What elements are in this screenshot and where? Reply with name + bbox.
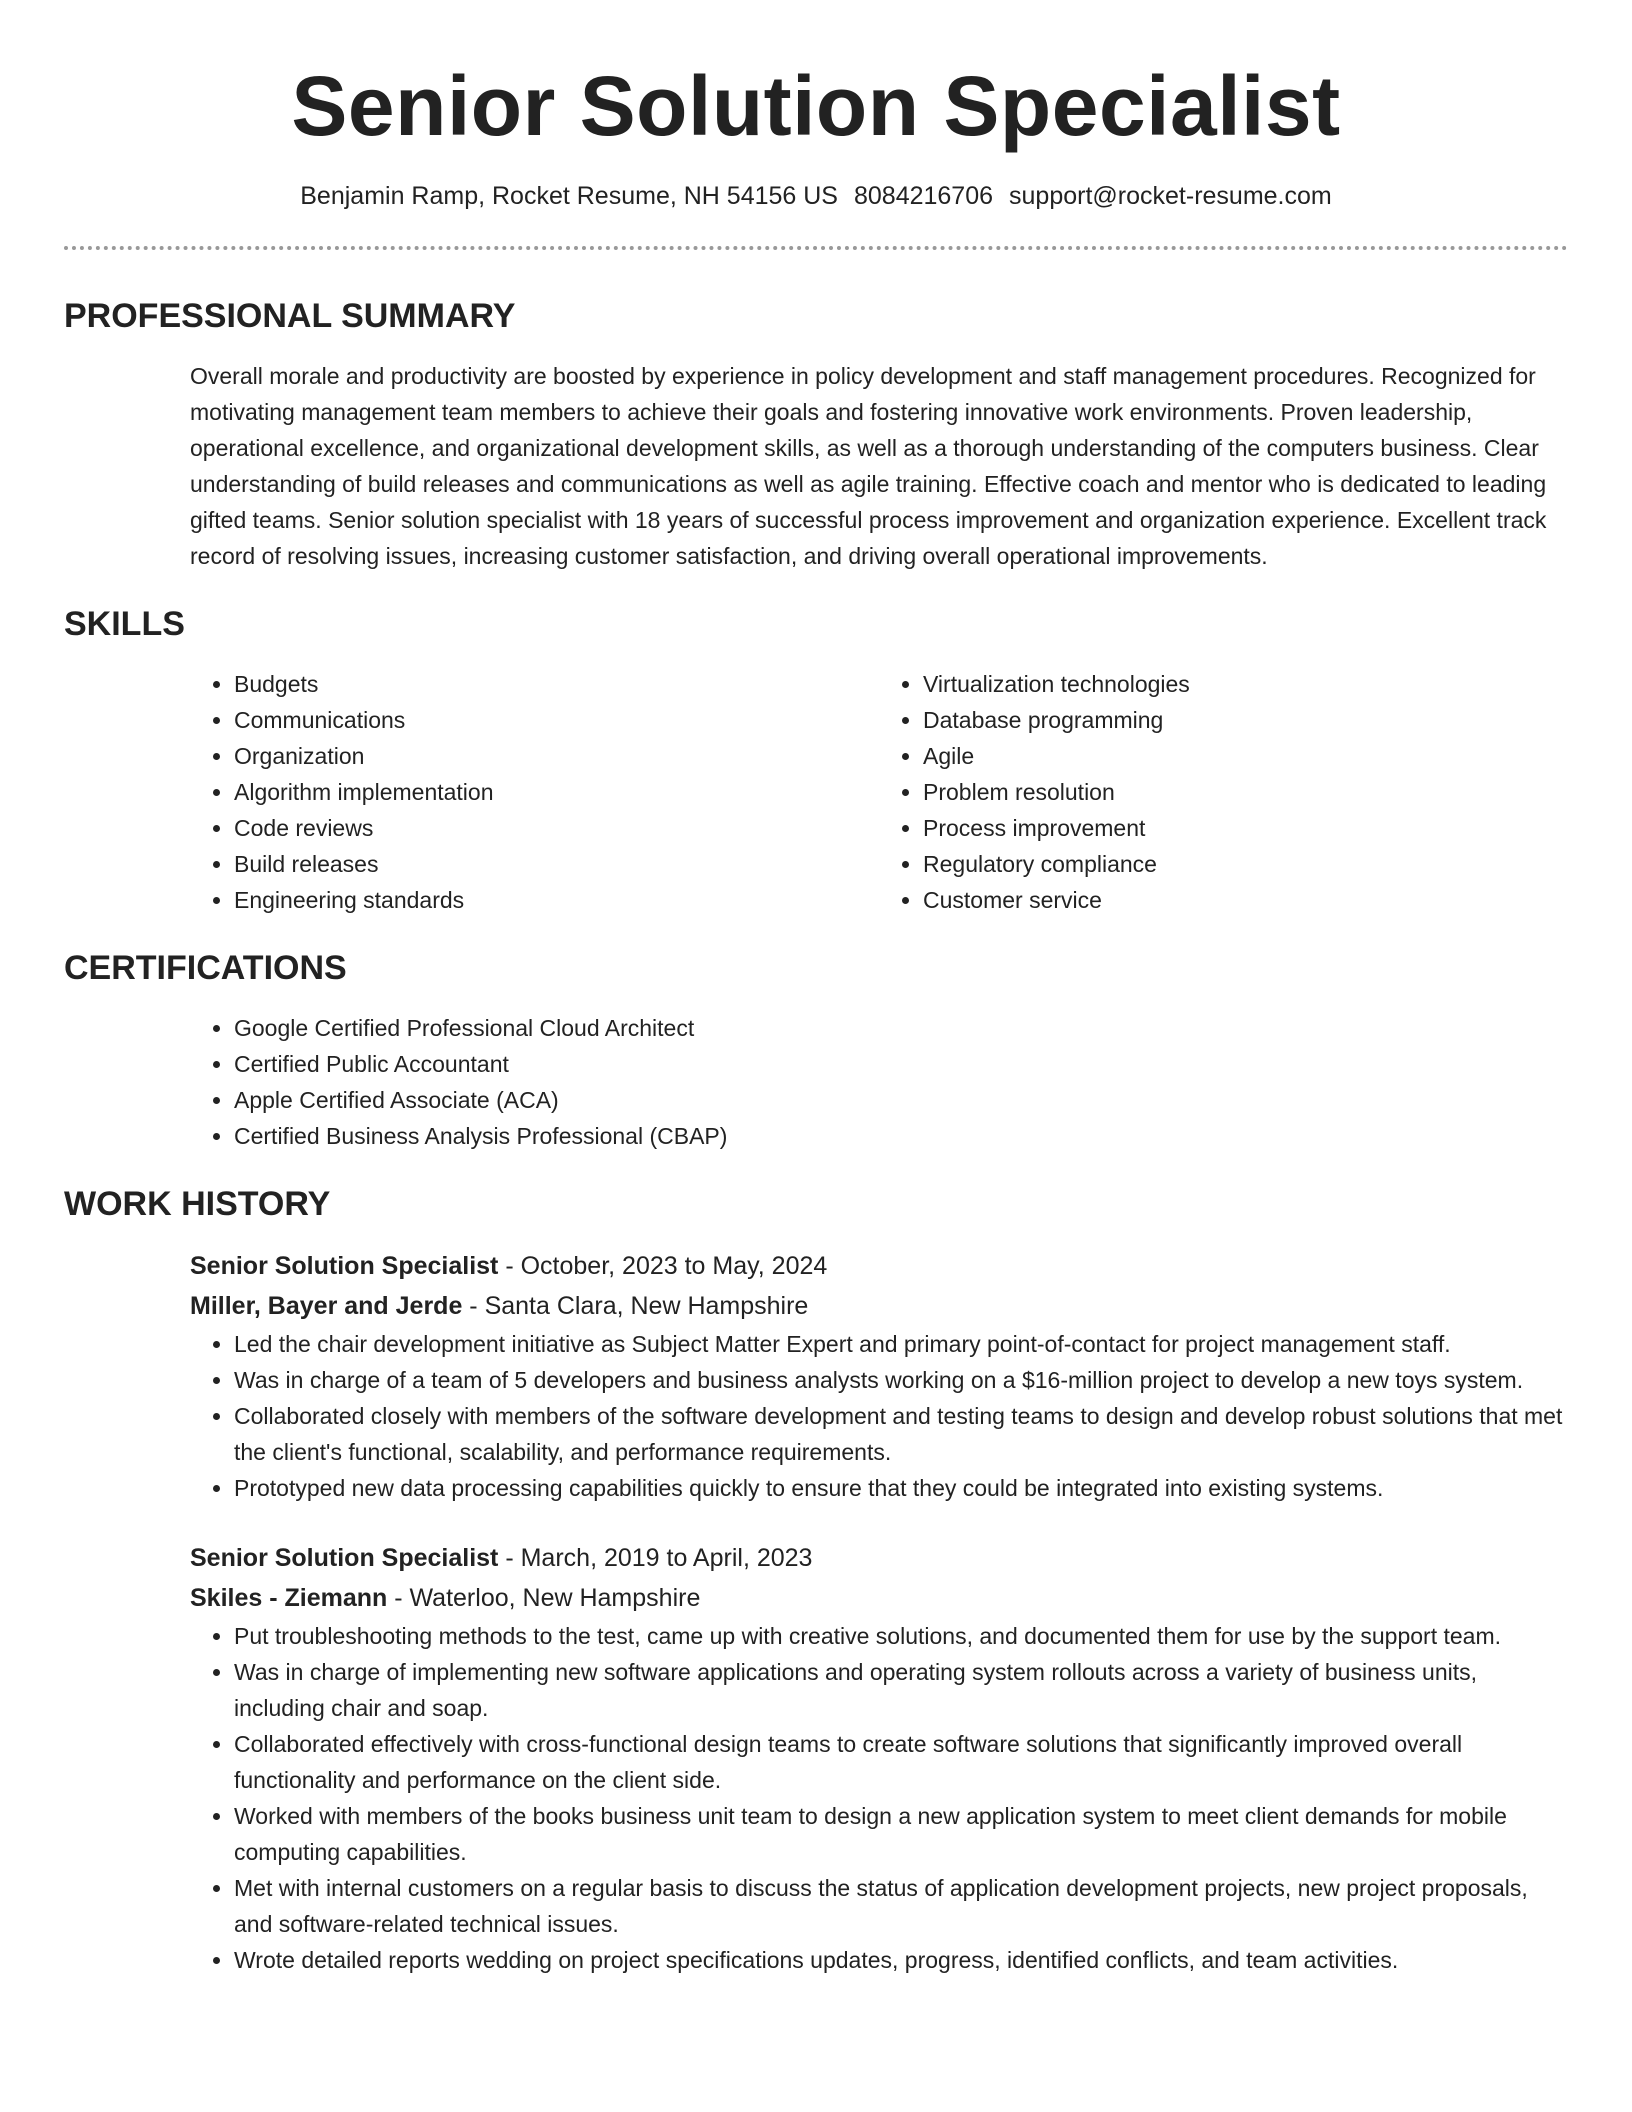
skill-item: • Problem resolution	[923, 774, 1568, 810]
job-bullet: • Met with internal customers on a regular basis to discuss the status of application development projects, new project proposals, and software-related technical issues.	[234, 1870, 1568, 1942]
job-bullet: • Was in charge of implementing new software applications and operating system rollouts across a variety of business units, including chair and soap.	[234, 1654, 1568, 1726]
job-bullet: • Collaborated effectively with cross-functional design teams to create software solutions that significantly improved overall functionality and performance on the client side.	[234, 1726, 1568, 1798]
header-divider	[64, 246, 1568, 250]
skill-item: • Database programming	[923, 702, 1568, 738]
job-company: Miller, Bayer and Jerde	[190, 1292, 463, 1320]
job-bullet-list	[190, 1618, 1568, 1978]
skill-item: • Budgets	[234, 666, 879, 702]
skill-item: • Code reviews	[234, 810, 879, 846]
skill-item: • Regulatory compliance	[923, 846, 1568, 882]
job-role: Senior Solution Specialist	[190, 1544, 499, 1572]
job-bullet: • Wrote detailed reports wedding on project specifications updates, progress, identified conflicts, and team activities.	[234, 1942, 1568, 1978]
contact-email: support@rocket-resume.com	[1009, 182, 1332, 210]
certification-item: • Apple Certified Associate (ACA)	[234, 1082, 1568, 1118]
skill-item: • Organization	[234, 738, 879, 774]
skills-list-left	[190, 666, 879, 918]
job-location: - Waterloo, New Hampshire	[387, 1584, 701, 1612]
job-bullet: • Worked with members of the books business unit team to design a new application system to meet client demands for mobile computing capabilities.	[234, 1798, 1568, 1870]
job-dates: - March, 2019 to April, 2023	[498, 1544, 813, 1572]
skills-heading: SKILLS	[64, 605, 185, 643]
contact-phone: 8084216706	[853, 182, 994, 210]
resume-page	[64, 0, 1568, 1978]
job-role-line	[190, 1246, 1568, 1286]
job-entry	[190, 1538, 1568, 1978]
job-bullet: • Prototyped new data processing capabilities quickly to ensure that they could be integrated into existing systems.	[234, 1470, 1568, 1506]
job-company: Skiles - Ziemann	[190, 1584, 388, 1612]
job-role: Senior Solution Specialist	[190, 1252, 499, 1280]
skills-columns	[190, 666, 1568, 918]
work-history-heading: WORK HISTORY	[64, 1185, 331, 1223]
certification-item: • Certified Public Accountant	[234, 1046, 1568, 1082]
job-role-line	[190, 1538, 1568, 1578]
skill-item: • Process improvement	[923, 810, 1568, 846]
skills-list-right	[879, 666, 1568, 918]
skill-item: • Customer service	[923, 882, 1568, 918]
job-dates: - October, 2023 to May, 2024	[498, 1252, 828, 1280]
contact-address: Benjamin Ramp, Rocket Resume, NH 54156 US	[300, 182, 838, 210]
summary-text: Overall morale and productivity are boosted by experience in policy development and staff management procedures. Recognized for motivating management team members to achieve their goals and fostering innovative work environments. Proven leadership, operational excellence, and organizational development skills, as well as a thorough understanding of the computers business. Clear understanding of build releases and communications as well as agile training. Effective coach and mentor who is dedicated to leading gifted teams. Senior solution specialist with 18 years of successful process improvement and organization experience. Excellent track record of resolving issues, increasing customer satisfaction, and driving overall operational improvements.	[190, 363, 1547, 569]
skills-section	[64, 604, 1568, 918]
summary-section	[64, 296, 1568, 574]
summary-heading: PROFESSIONAL SUMMARY	[64, 297, 516, 335]
certifications-list	[190, 1010, 1568, 1154]
job-entry	[190, 1246, 1568, 1506]
skill-item: • Virtualization technologies	[923, 666, 1568, 702]
job-bullet: • Was in charge of a team of 5 developers and business analysts working on a $16-million project to develop a new toys system.	[234, 1362, 1568, 1398]
job-company-line	[190, 1578, 1568, 1618]
job-bullet: • Led the chair development initiative as Subject Matter Expert and primary point-of-contact for project management staff.	[234, 1326, 1568, 1362]
skill-item: • Build releases	[234, 846, 879, 882]
job-company-line	[190, 1286, 1568, 1326]
certification-item: • Certified Business Analysis Professional (CBAP)	[234, 1118, 1568, 1154]
job-bullet: • Collaborated closely with members of the software development and testing teams to design and develop robust solutions that met the client's functional, scalability, and performance requirements.	[234, 1398, 1568, 1470]
skill-item: • Algorithm implementation	[234, 774, 879, 810]
job-bullet: • Put troubleshooting methods to the test, came up with creative solutions, and documented them for use by the support team.	[234, 1618, 1568, 1654]
certifications-heading: CERTIFICATIONS	[64, 949, 347, 987]
certifications-section	[64, 948, 1568, 1154]
work-history-section	[64, 1184, 1568, 1978]
resume-name-heading: Senior Solution Specialist	[291, 59, 1341, 153]
job-bullet-list	[190, 1326, 1568, 1506]
skill-item: • Agile	[923, 738, 1568, 774]
certifications-block	[190, 1010, 1568, 1154]
job-location: - Santa Clara, New Hampshire	[462, 1292, 809, 1320]
skill-item: • Communications	[234, 702, 879, 738]
contact-line	[64, 180, 1568, 212]
certification-item: • Google Certified Professional Cloud Architect	[234, 1010, 1568, 1046]
skill-item: • Engineering standards	[234, 882, 879, 918]
